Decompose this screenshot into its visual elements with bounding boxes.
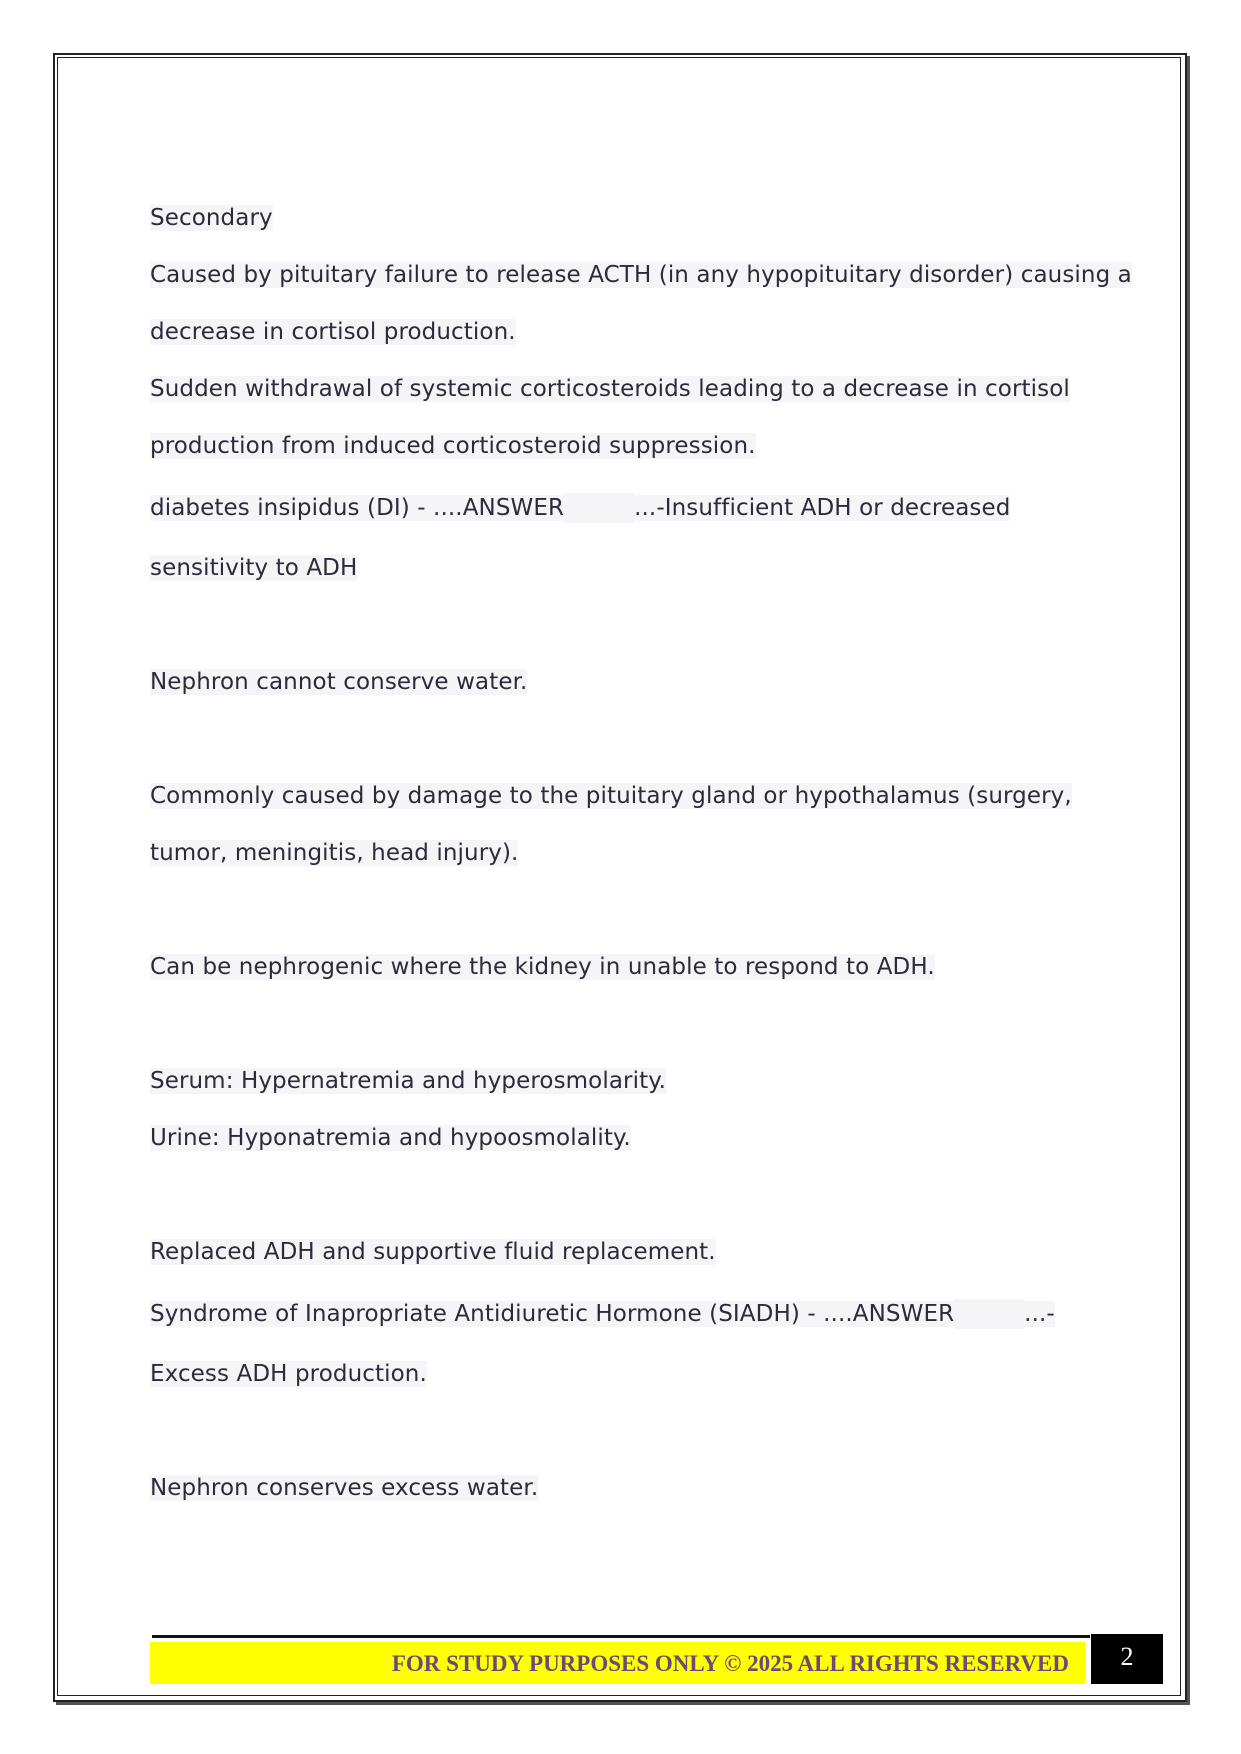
text-line: decrease in cortisol production. xyxy=(150,319,516,345)
question-text: Syndrome of Inapropriate Antidiuretic Hormone (SIADH) - ....ANSWER xyxy=(150,1300,955,1327)
text-line: production from induced corticosteroid suppression. xyxy=(150,433,756,459)
text-line: Urine: Hyponatremia and hypoosmolality. xyxy=(150,1125,631,1151)
answer-text: ...-Insufficient ADH or decreased xyxy=(634,494,1011,521)
text-line: Nephron conserves excess water. xyxy=(150,1475,539,1501)
footer-text: FOR STUDY PURPOSES ONLY © 2025 ALL RIGHTS RESERVED xyxy=(391,1651,1069,1676)
page-number: 2 xyxy=(1091,1634,1163,1684)
text-line: sensitivity to ADH xyxy=(150,555,358,581)
footer-banner xyxy=(150,1642,1085,1684)
text-line: Replaced ADH and supportive fluid replacement. xyxy=(150,1239,716,1265)
text-line: Serum: Hypernatremia and hyperosmolarity. xyxy=(150,1068,667,1094)
text-line: Secondary xyxy=(150,205,273,231)
text-line: tumor, meningitis, head injury). xyxy=(150,840,519,866)
text-line: Excess ADH production. xyxy=(150,1361,427,1387)
page-border-inner xyxy=(57,57,1181,1696)
answer-gap xyxy=(564,493,634,523)
text-line: Sudden withdrawal of systemic corticosteroids leading to a decrease in cortisol xyxy=(150,376,1070,402)
footer-divider xyxy=(152,1635,1090,1638)
text-line: Nephron cannot conserve water. xyxy=(150,669,528,695)
question-text: diabetes insipidus (DI) - ....ANSWER xyxy=(150,494,565,521)
text-line: Commonly caused by damage to the pituitary gland or hypothalamus (surgery, xyxy=(150,783,1072,809)
answer-gap xyxy=(954,1299,1024,1329)
text-line: Can be nephrogenic where the kidney in unable to respond to ADH. xyxy=(150,954,935,980)
text-line: Caused by pituitary failure to release ACTH (in any hypopituitary disorder) causing a xyxy=(150,262,1132,288)
answer-text: ...- xyxy=(1024,1300,1055,1327)
